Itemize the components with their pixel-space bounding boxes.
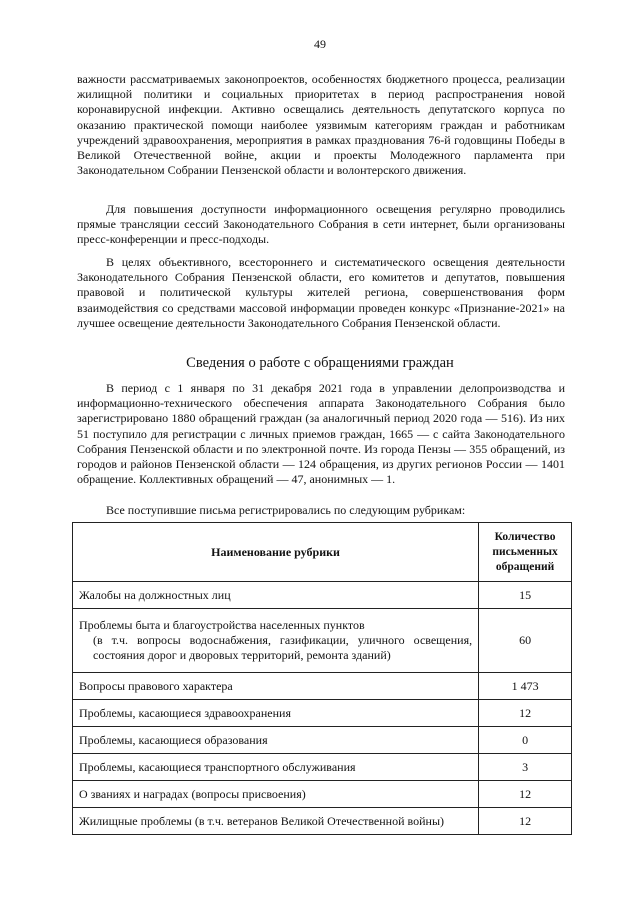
rubric-name: Вопросы правового характера [73, 673, 479, 700]
table-row [73, 781, 572, 808]
rubric-title: Проблемы быта и благоустройства населенных пунктов [79, 618, 365, 632]
rubric-name: Жалобы на должностных лиц [73, 582, 479, 609]
table-row [73, 673, 572, 700]
table-row [73, 609, 572, 673]
rubric-count: 0 [479, 727, 572, 754]
rubric-count: 12 [479, 700, 572, 727]
paragraph-appeals-stats: В период с 1 января по 31 декабря 2021 года в управлении делопроизводства и информационно-технического обеспечения аппарата Законодательного Собрания было зарегистрировано 1880 обращений граждан (за аналогичный период 2020 года — 516). Из них 51 поступило для регистрации с личных приемов граждан, 1665 — с сайта Законодательного Собрания Пензенской области и по электронной почте. Из города Пензы — 355 обращений, из городов и районов Пензенской области — 124 обращения, из других регионов России — 1401 обращение. Коллективных обращений — 47, анонимных — 1. [77, 381, 565, 487]
rubric-name: О званиях и наградах (вопросы присвоения) [73, 781, 479, 808]
paragraph-table-intro: Все поступившие письма регистрировались по следующим рубрикам: [106, 503, 466, 517]
rubric-name: Жилищные проблемы (в т.ч. ветеранов Великой Отечественной войны) [73, 808, 479, 835]
rubric-count: 60 [479, 609, 572, 673]
rubric-name: Проблемы, касающиеся здравоохранения [73, 700, 479, 727]
header-count: Количество письменных обращений [479, 523, 572, 582]
table-row [73, 754, 572, 781]
table-row [73, 700, 572, 727]
rubrics-table [72, 522, 572, 835]
paragraph-broadcasts: Для повышения доступности информационного освещения регулярно проводились прямые трансляции сессий Законодательного Собрания в сети интернет, были организованы пресс-конференции и пресс-подходы. [77, 202, 565, 247]
section-heading: Сведения о работе с обращениями граждан [186, 355, 454, 371]
rubric-subtitle: (в т.ч. вопросы водоснабжения, газификации, уличного освещения, состояния дорог и дворовых территорий, ремонта зданий) [93, 633, 473, 662]
rubric-name [73, 609, 479, 673]
paragraph-media-coverage: важности рассматриваемых законопроектов, особенностях бюджетного процесса, реализации жилищной политики и социальных приоритетах в период распространения новой коронавирусной инфекции. Активно освещались деятельность депутатского корпуса по оказанию практической помощи наиболее уязвимым категориям граждан и работникам учреждений здравоохранения, мероприятия в рамках празднования 76-й годовщины Победы в Великой Отечественной войне, акции и проекты Молодежного парламента при Законодательном Собрании Пензенской области и волонтерского движения. [77, 72, 565, 178]
rubric-count: 1 473 [479, 673, 572, 700]
rubric-count: 15 [479, 582, 572, 609]
page-number: 49 [314, 37, 326, 51]
table-row [73, 727, 572, 754]
rubric-count: 12 [479, 808, 572, 835]
header-rubric-name: Наименование рубрики [73, 523, 479, 582]
table-row [73, 808, 572, 835]
paragraph-contest: В целях объективного, всестороннего и систематического освещения деятельности Законодательного Собрания Пензенской области, его комитетов и депутатов, повышения правовой и политической культуры жителей региона, совершенствования форм взаимодействия со средствами массовой информации проведен конкурс «Признание-2021» на лучшее освещение деятельности Законодательного Собрания Пензенской области. [77, 255, 565, 330]
rubric-name: Проблемы, касающиеся транспортного обслуживания [73, 754, 479, 781]
rubric-name: Проблемы, касающиеся образования [73, 727, 479, 754]
rubric-count: 3 [479, 754, 572, 781]
rubric-count: 12 [479, 781, 572, 808]
table-row [73, 582, 572, 609]
